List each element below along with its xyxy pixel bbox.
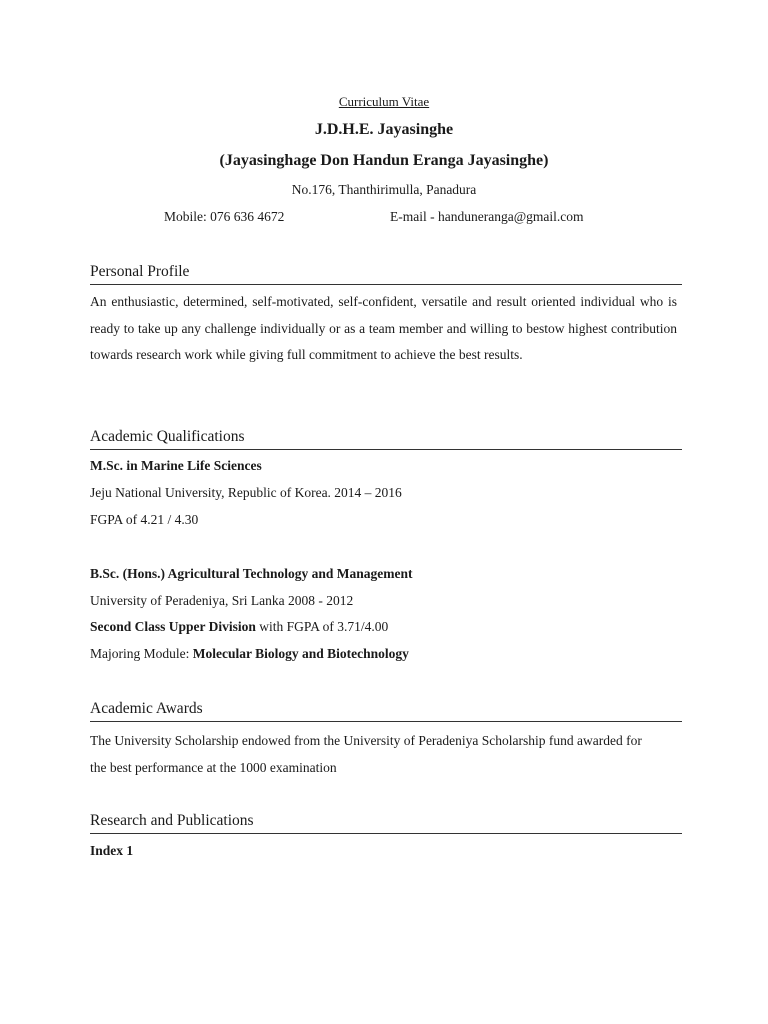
address: No.176, Thanthirimulla, Panadura bbox=[291, 182, 477, 197]
candidate-name: J.D.H.E. Jayasinghe bbox=[314, 121, 454, 138]
msc-degree-title: M.Sc. in Marine Life Sciences bbox=[90, 458, 262, 473]
bsc-degree-title: B.Sc. (Hons.) Agricultural Technology and Management bbox=[90, 566, 413, 581]
major-module-value: Molecular Biology and Biotechnology bbox=[192, 646, 409, 661]
section-heading-research-publications: Research and Publications bbox=[90, 812, 682, 834]
academic-awards-text: The University Scholarship endowed from the University of Peradeniya Scholarship fund awarded for the best performance at the 1000 examination bbox=[90, 733, 642, 775]
mobile-number: Mobile: 076 636 4672 bbox=[164, 209, 285, 224]
document-title: Curriculum Vitae bbox=[338, 94, 430, 109]
section-heading-academic-awards: Academic Awards bbox=[90, 700, 682, 722]
bsc-major-module bbox=[90, 646, 409, 662]
major-module-label: Majoring Module: bbox=[90, 646, 193, 661]
bsc-gpa: with FGPA of 3.71/4.00 bbox=[255, 619, 389, 634]
msc-gpa: FGPA of 4.21 / 4.30 bbox=[90, 512, 199, 527]
section-heading-personal-profile: Personal Profile bbox=[90, 263, 682, 285]
bsc-class bbox=[90, 619, 388, 635]
section-heading-academic-qualifications: Academic Qualifications bbox=[90, 428, 682, 450]
research-index-label: Index 1 bbox=[90, 843, 134, 858]
bsc-institution: University of Peradeniya, Sri Lanka 2008 - 2012 bbox=[90, 593, 354, 608]
bsc-class-name: Second Class Upper Division bbox=[90, 619, 256, 634]
personal-profile-text: An enthusiastic, determined, self-motivated, self-confident, versatile and result oriented individual who is ready to take up any challenge individually or as a team member and willing to bestow highest contribution towards research work while giving full commitment to achieve the best results. bbox=[90, 294, 677, 362]
email-address: E-mail - handuneranga@gmail.com bbox=[390, 209, 584, 224]
msc-institution: Jeju National University, Republic of Korea. 2014 – 2016 bbox=[90, 485, 402, 500]
candidate-full-name: (Jayasinghage Don Handun Eranga Jayasinghe) bbox=[219, 152, 549, 169]
